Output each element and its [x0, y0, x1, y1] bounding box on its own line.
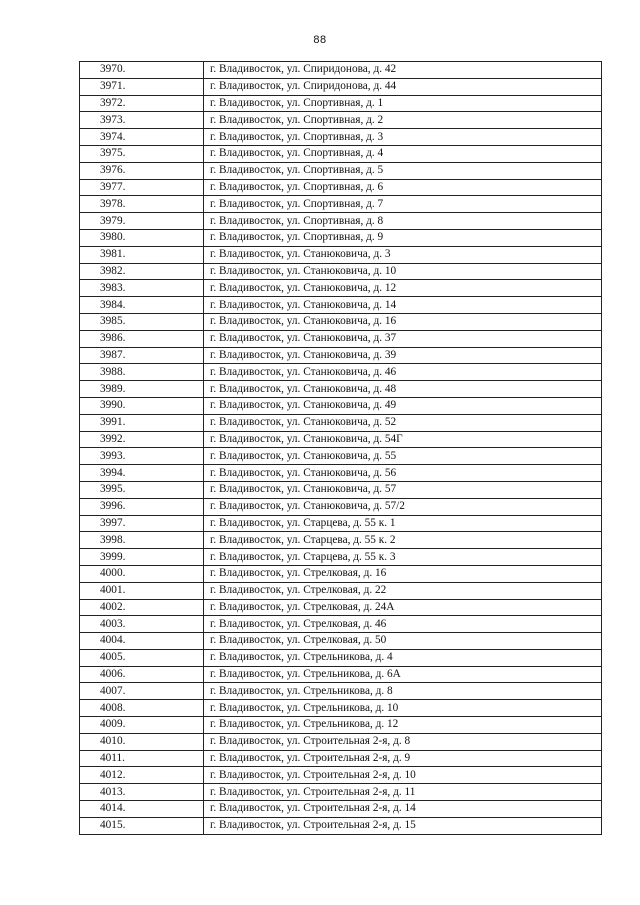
row-address: г. Владивосток, ул. Станюковича, д. 54Г	[204, 431, 602, 448]
table-row	[80, 297, 602, 314]
table-row	[80, 62, 602, 79]
table-row	[80, 717, 602, 734]
page-number: 88	[313, 34, 327, 46]
table-row	[80, 565, 602, 582]
address-table-body	[80, 62, 602, 835]
row-address: г. Владивосток, ул. Спортивная, д. 3	[204, 129, 602, 146]
row-address: г. Владивосток, ул. Станюковича, д. 55	[204, 448, 602, 465]
row-number: 3992.	[80, 431, 204, 448]
row-address: г. Владивосток, ул. Старцева, д. 55 к. 1	[204, 515, 602, 532]
row-address: г. Владивосток, ул. Строительная 2-я, д. 9	[204, 750, 602, 767]
table-row	[80, 347, 602, 364]
row-address: г. Владивосток, ул. Старцева, д. 55 к. 2	[204, 532, 602, 549]
row-number: 4015.	[80, 817, 204, 834]
table-row	[80, 280, 602, 297]
row-address: г. Владивосток, ул. Спортивная, д. 2	[204, 112, 602, 129]
row-address: г. Владивосток, ул. Стрельникова, д. 6А	[204, 666, 602, 683]
row-address: г. Владивосток, ул. Станюковича, д. 14	[204, 297, 602, 314]
row-number: 3995.	[80, 481, 204, 498]
table-row	[80, 515, 602, 532]
table-row	[80, 129, 602, 146]
row-number: 3977.	[80, 179, 204, 196]
table-row	[80, 817, 602, 834]
row-number: 3976.	[80, 162, 204, 179]
table-row	[80, 414, 602, 431]
row-address: г. Владивосток, ул. Станюковича, д. 3	[204, 246, 602, 263]
row-address: г. Владивосток, ул. Станюковича, д. 48	[204, 381, 602, 398]
table-row	[80, 733, 602, 750]
table-row	[80, 313, 602, 330]
table-row	[80, 431, 602, 448]
row-number: 3999.	[80, 549, 204, 566]
row-number: 4009.	[80, 717, 204, 734]
row-number: 3973.	[80, 112, 204, 129]
row-address: г. Владивосток, ул. Спортивная, д. 7	[204, 196, 602, 213]
table-row	[80, 784, 602, 801]
row-address: г. Владивосток, ул. Стрельникова, д. 12	[204, 717, 602, 734]
row-number: 4010.	[80, 733, 204, 750]
row-number: 4011.	[80, 750, 204, 767]
table-row	[80, 616, 602, 633]
row-number: 3994.	[80, 465, 204, 482]
table-row	[80, 112, 602, 129]
row-address: г. Владивосток, ул. Строительная 2-я, д. 11	[204, 784, 602, 801]
row-number: 4013.	[80, 784, 204, 801]
row-number: 3988.	[80, 364, 204, 381]
table-row	[80, 465, 602, 482]
row-address: г. Владивосток, ул. Стрельникова, д. 4	[204, 649, 602, 666]
row-address: г. Владивосток, ул. Станюковича, д. 39	[204, 347, 602, 364]
table-row	[80, 532, 602, 549]
table-row	[80, 448, 602, 465]
row-number: 4000.	[80, 565, 204, 582]
table-row	[80, 145, 602, 162]
table-row	[80, 162, 602, 179]
row-address: г. Владивосток, ул. Станюковича, д. 57	[204, 481, 602, 498]
row-address: г. Владивосток, ул. Стрелковая, д. 24А	[204, 599, 602, 616]
row-number: 3989.	[80, 381, 204, 398]
row-address: г. Владивосток, ул. Старцева, д. 55 к. 3	[204, 549, 602, 566]
row-address: г. Владивосток, ул. Стрельникова, д. 8	[204, 683, 602, 700]
row-address: г. Владивосток, ул. Станюковича, д. 10	[204, 263, 602, 280]
row-address: г. Владивосток, ул. Спортивная, д. 4	[204, 145, 602, 162]
row-address: г. Владивосток, ул. Станюковича, д. 16	[204, 313, 602, 330]
table-row	[80, 549, 602, 566]
table-row	[80, 95, 602, 112]
row-address: г. Владивосток, ул. Стрелковая, д. 22	[204, 582, 602, 599]
table-row	[80, 649, 602, 666]
row-number: 4001.	[80, 582, 204, 599]
row-address: г. Владивосток, ул. Спортивная, д. 1	[204, 95, 602, 112]
row-address: г. Владивосток, ул. Станюковича, д. 46	[204, 364, 602, 381]
row-number: 4002.	[80, 599, 204, 616]
row-number: 3972.	[80, 95, 204, 112]
table-row	[80, 179, 602, 196]
row-address: г. Владивосток, ул. Стрелковая, д. 50	[204, 633, 602, 650]
table-row	[80, 364, 602, 381]
row-address: г. Владивосток, ул. Строительная 2-я, д. 8	[204, 733, 602, 750]
row-number: 3993.	[80, 448, 204, 465]
row-number: 3996.	[80, 498, 204, 515]
row-address: г. Владивосток, ул. Строительная 2-я, д. 15	[204, 817, 602, 834]
table-row	[80, 582, 602, 599]
table-row	[80, 213, 602, 230]
row-address: г. Владивосток, ул. Станюковича, д. 12	[204, 280, 602, 297]
row-address: г. Владивосток, ул. Станюковича, д. 57/2	[204, 498, 602, 515]
row-number: 4003.	[80, 616, 204, 633]
row-address: г. Владивосток, ул. Станюковича, д. 56	[204, 465, 602, 482]
table-row	[80, 700, 602, 717]
row-address: г. Владивосток, ул. Станюковича, д. 52	[204, 414, 602, 431]
table-row	[80, 498, 602, 515]
table-row	[80, 750, 602, 767]
table-row	[80, 767, 602, 784]
table-row	[80, 397, 602, 414]
row-address: г. Владивосток, ул. Станюковича, д. 37	[204, 330, 602, 347]
row-number: 4014.	[80, 801, 204, 818]
table-row	[80, 801, 602, 818]
row-number: 3997.	[80, 515, 204, 532]
row-address: г. Владивосток, ул. Станюковича, д. 49	[204, 397, 602, 414]
table-row	[80, 599, 602, 616]
row-address: г. Владивосток, ул. Строительная 2-я, д. 14	[204, 801, 602, 818]
row-number: 3971.	[80, 78, 204, 95]
row-number: 3984.	[80, 297, 204, 314]
table-row	[80, 633, 602, 650]
row-number: 3990.	[80, 397, 204, 414]
table-row	[80, 330, 602, 347]
row-address: г. Владивосток, ул. Стрельникова, д. 10	[204, 700, 602, 717]
table-row	[80, 78, 602, 95]
row-number: 3980.	[80, 229, 204, 246]
row-address: г. Владивосток, ул. Строительная 2-я, д. 10	[204, 767, 602, 784]
table-row	[80, 263, 602, 280]
table-row	[80, 196, 602, 213]
table-row	[80, 381, 602, 398]
row-number: 3983.	[80, 280, 204, 297]
row-address: г. Владивосток, ул. Стрелковая, д. 16	[204, 565, 602, 582]
row-address: г. Владивосток, ул. Спортивная, д. 5	[204, 162, 602, 179]
row-number: 3978.	[80, 196, 204, 213]
table-row	[80, 481, 602, 498]
row-number: 3998.	[80, 532, 204, 549]
row-number: 4004.	[80, 633, 204, 650]
row-number: 4005.	[80, 649, 204, 666]
row-number: 3974.	[80, 129, 204, 146]
address-table	[79, 61, 602, 835]
row-address: г. Владивосток, ул. Спортивная, д. 8	[204, 213, 602, 230]
row-number: 3970.	[80, 62, 204, 79]
table-row	[80, 666, 602, 683]
row-address: г. Владивосток, ул. Стрелковая, д. 46	[204, 616, 602, 633]
row-number: 3987.	[80, 347, 204, 364]
row-address: г. Владивосток, ул. Спиридонова, д. 44	[204, 78, 602, 95]
row-number: 4012.	[80, 767, 204, 784]
row-address: г. Владивосток, ул. Спиридонова, д. 42	[204, 62, 602, 79]
row-number: 4007.	[80, 683, 204, 700]
row-number: 3986.	[80, 330, 204, 347]
row-number: 4006.	[80, 666, 204, 683]
row-number: 3979.	[80, 213, 204, 230]
table-row	[80, 229, 602, 246]
row-number: 3985.	[80, 313, 204, 330]
row-number: 3982.	[80, 263, 204, 280]
row-number: 3975.	[80, 145, 204, 162]
row-address: г. Владивосток, ул. Спортивная, д. 6	[204, 179, 602, 196]
row-number: 4008.	[80, 700, 204, 717]
row-number: 3981.	[80, 246, 204, 263]
table-row	[80, 246, 602, 263]
row-number: 3991.	[80, 414, 204, 431]
table-row	[80, 683, 602, 700]
row-address: г. Владивосток, ул. Спортивная, д. 9	[204, 229, 602, 246]
